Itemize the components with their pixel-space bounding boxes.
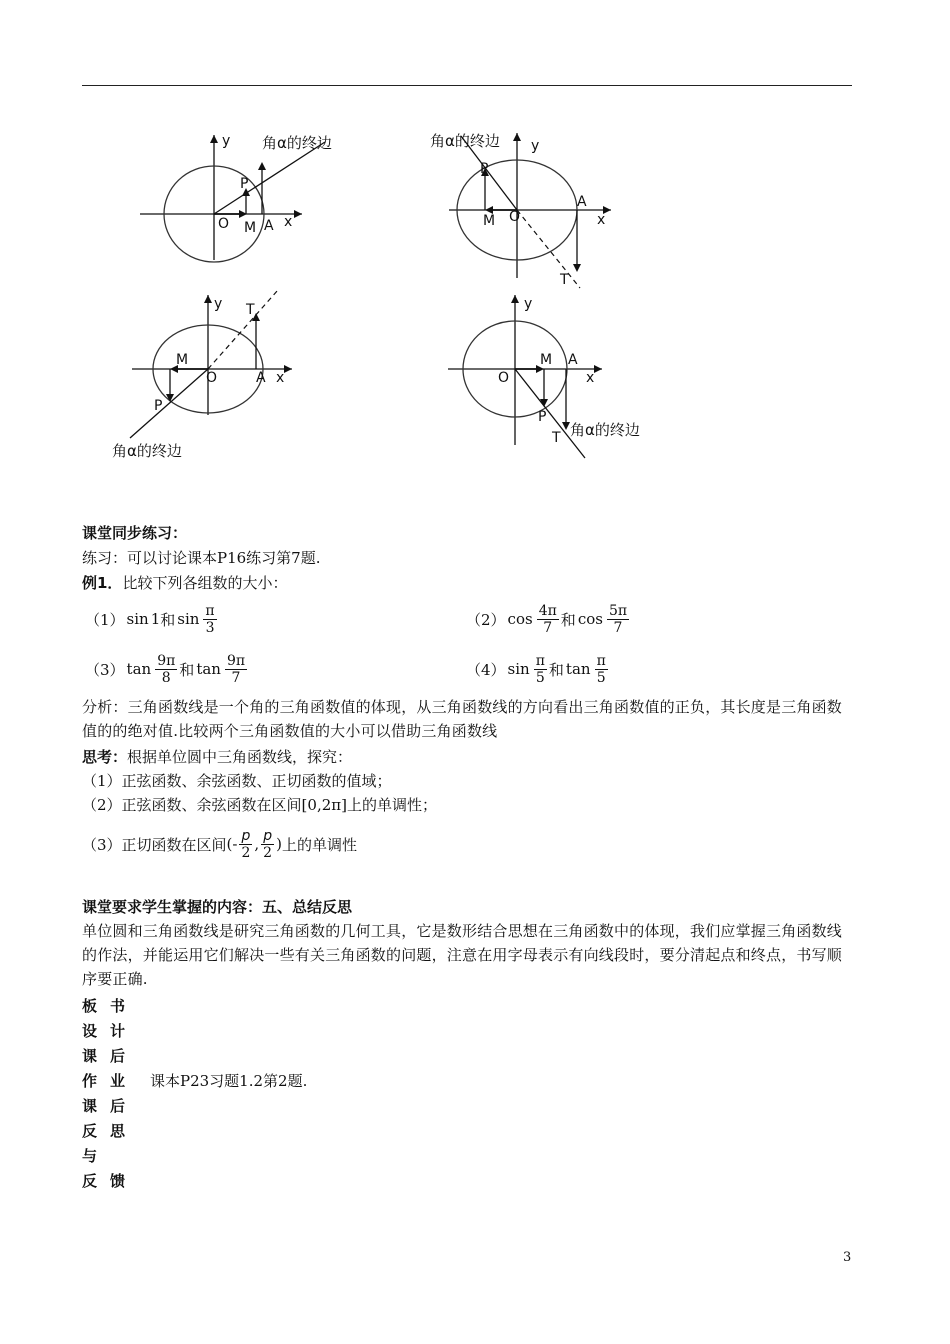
fraction: $\frac{p}{2}$ bbox=[241, 827, 251, 861]
think-question-3: （3）正切函数在区间 (- $\frac{p}{2}$ , $\frac{p}{2}$ ) 上的单调性 bbox=[82, 827, 357, 861]
and-word: 和 bbox=[560, 610, 576, 629]
function-name: sin bbox=[126, 610, 149, 628]
example-text: 比较下列各组数的大小： bbox=[122, 574, 288, 592]
analysis-paragraph: 分析：三角函数线是一个角的三角函数值的体现，从三角函数线的方向看出三角函数值的正负，其长度是三角函数值的的绝对值.比较两个三角函数值的大小可以借助三角函数线 bbox=[82, 698, 843, 740]
figure-quadrant-4 bbox=[440, 290, 680, 465]
fraction: $\frac{5\pi}{7}$ bbox=[608, 602, 628, 636]
side-label-reflect-4: 反馈 bbox=[82, 1172, 139, 1190]
point-p-label: P bbox=[240, 176, 249, 192]
compare-item-2 bbox=[466, 598, 631, 640]
item-number: （2） bbox=[466, 610, 506, 629]
side-label-homework-1: 课后 bbox=[82, 1047, 139, 1065]
y-axis-label: y bbox=[524, 296, 533, 312]
compare-item-1 bbox=[85, 598, 219, 640]
point-a-label: A bbox=[577, 194, 587, 210]
point-t-label: T bbox=[560, 272, 569, 288]
think-question-2: （2）正弦函数、余弦函数在区间[0,2π]上的单调性； bbox=[82, 796, 437, 814]
point-t-label: T bbox=[246, 302, 255, 318]
item-number: （1） bbox=[85, 610, 125, 629]
homework-text: 课本P23习题1.2第2题. bbox=[150, 1072, 308, 1090]
point-m-label: M bbox=[540, 352, 553, 368]
function-name: cos bbox=[507, 610, 533, 628]
summary-heading: 课堂要求学生掌握的内容：五、总结反思 bbox=[82, 898, 353, 916]
y-axis-label: y bbox=[222, 133, 231, 149]
side-label-homework-2: 作业 bbox=[82, 1072, 139, 1090]
fraction: $\frac{\pi}{5}$ bbox=[535, 652, 545, 686]
x-axis-label: x bbox=[597, 212, 606, 228]
x-axis-label: x bbox=[276, 370, 285, 386]
y-axis-label: y bbox=[214, 296, 223, 312]
side-label-reflect-3: 与 bbox=[82, 1147, 111, 1165]
argument: 1 bbox=[150, 610, 161, 628]
think-heading: 思考： bbox=[82, 748, 128, 766]
and-word: 和 bbox=[160, 610, 176, 629]
unit-circle-diagram bbox=[130, 130, 370, 270]
function-name: cos bbox=[577, 610, 603, 628]
exercise-line: 练习：可以讨论课本P16练习第7题. bbox=[82, 549, 321, 567]
terminal-side-label: 角α的终边 bbox=[262, 134, 332, 152]
point-p-label: P bbox=[538, 409, 547, 425]
function-name: sin bbox=[507, 660, 530, 678]
side-label-design: 设计 bbox=[82, 1022, 139, 1040]
origin-label: O bbox=[509, 209, 521, 225]
x-axis-label: x bbox=[284, 214, 293, 230]
x-axis-label: x bbox=[586, 370, 595, 386]
think-line bbox=[82, 746, 352, 768]
point-m-label: M bbox=[483, 213, 496, 229]
origin-label: O bbox=[206, 370, 218, 386]
terminal-side-label: 角α的终边 bbox=[112, 442, 182, 460]
unit-circle-diagram bbox=[108, 290, 308, 465]
summary-paragraph: 单位圆和三角函数线是研究三角函数的几何工具，它是数形结合思想在三角函数中的体现，我们应掌握三角函数线的作法，并能运用它们解决一些有关三角函数的问题，注意在用字母表示有向线段时，要分清起点和终点，书写顺序要正确. bbox=[82, 922, 843, 988]
function-name: sin bbox=[177, 610, 200, 628]
function-name: tan bbox=[565, 660, 591, 678]
think-question-1: （1）正弦函数、余弦函数、正切函数的值域； bbox=[82, 772, 392, 790]
point-t-label: T bbox=[552, 430, 561, 446]
function-name: tan bbox=[126, 660, 152, 678]
side-label-reflect-1: 课后 bbox=[82, 1097, 139, 1115]
fraction: $\frac{\pi}{3}$ bbox=[205, 602, 215, 636]
terminal-side-label: 角α的终边 bbox=[430, 132, 500, 150]
point-p-label: P bbox=[154, 398, 163, 414]
unit-circle-diagram bbox=[440, 290, 680, 465]
point-m-label: M bbox=[176, 352, 189, 368]
example-label: 例1． bbox=[82, 574, 123, 592]
side-label-board: 板书 bbox=[82, 997, 139, 1015]
fraction: $\frac{p}{2}$ bbox=[263, 827, 273, 861]
interval: [0,2π] bbox=[301, 796, 347, 814]
think-text: 根据单位圆中三角函数线，探究： bbox=[127, 748, 353, 766]
fraction: $\frac{9\pi}{8}$ bbox=[157, 652, 176, 686]
figure-quadrant-2 bbox=[425, 128, 625, 293]
function-name: tan bbox=[196, 660, 221, 678]
point-a-label: A bbox=[264, 218, 274, 234]
page-number: 3 bbox=[843, 1250, 852, 1265]
figure-quadrant-1 bbox=[130, 130, 370, 270]
unit-circle-diagram bbox=[425, 128, 625, 293]
point-p-label: P bbox=[480, 161, 489, 177]
compare-item-3 bbox=[85, 648, 249, 690]
point-a-label: A bbox=[256, 370, 266, 386]
practice-heading: 课堂同步练习： bbox=[82, 524, 188, 542]
fraction: $\frac{4\pi}{7}$ bbox=[538, 602, 557, 636]
side-label-reflect-2: 反思 bbox=[82, 1122, 139, 1140]
terminal-side-label: 角α的终边 bbox=[570, 421, 640, 439]
point-m-label: M bbox=[244, 220, 257, 236]
and-word: 和 bbox=[179, 660, 195, 679]
fraction: $\frac{\pi}{5}$ bbox=[596, 652, 606, 686]
fraction: $\frac{9\pi}{7}$ bbox=[226, 652, 246, 686]
point-a-label: A bbox=[568, 352, 578, 368]
origin-label: O bbox=[498, 370, 510, 386]
figure-quadrant-3 bbox=[108, 290, 308, 465]
example-line bbox=[82, 572, 287, 594]
item-number: （3） bbox=[85, 660, 125, 679]
item-number: （4） bbox=[466, 660, 506, 679]
header-rule bbox=[82, 85, 852, 86]
compare-item-4 bbox=[466, 648, 610, 690]
and-word: 和 bbox=[548, 660, 564, 679]
y-axis-label: y bbox=[531, 138, 540, 154]
origin-label: O bbox=[218, 216, 230, 232]
